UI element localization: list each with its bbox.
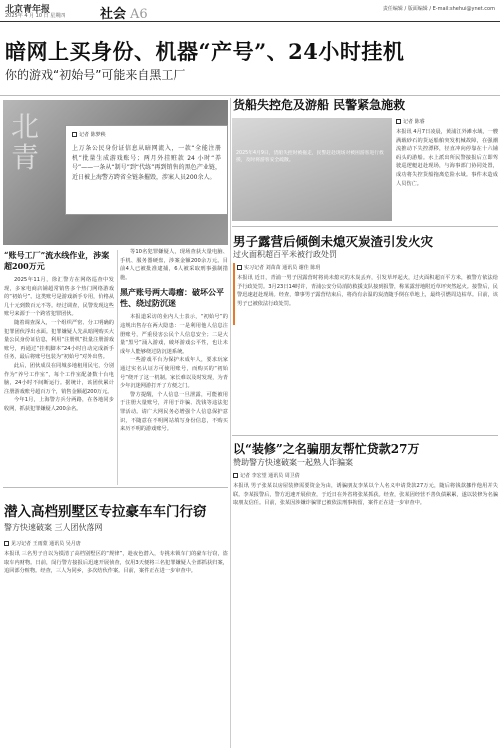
story4-subtitle: 赞助警方快速破案一起熟人诈骗案 bbox=[233, 458, 353, 467]
section-label: 社会 bbox=[100, 7, 127, 22]
square-icon bbox=[396, 119, 401, 124]
story2-text: 本报讯 4月7日凌晨，黄浦江外滩水域，一艘满载砂石的货运船舶突发机械故障，在强潮流推动下失控漂移，径直冲向停靠在十六铺码头的游船。水上派出所民警接报后立即驾驶巡逻艇赶赴现场，与海事部门协同处置，成功将失控货船拖离危险水域。事件未造成人员伤亡。 bbox=[396, 129, 498, 187]
square-icon bbox=[237, 265, 242, 270]
story2-reporter bbox=[396, 118, 498, 125]
paragraph: 随着调查深入，一个组织严密、分工明确的犯罪团伙浮出水面。犯罪嫌疑人先从暗网购买大量公民身份证信息，利用“注册机”批量注册游戏账号，再通过“挂机脚本”24小时自动完成新手任务，最后将账号包装为“初始号”对外出售。 bbox=[4, 319, 114, 361]
square-icon bbox=[4, 541, 9, 546]
lead-column-1 bbox=[4, 250, 114, 414]
square-icon bbox=[72, 132, 77, 137]
paragraph: 警方提醒，个人信息一旦泄露，可能被用于注册大量账号，并用于诈骗、洗钱等违法犯罪活动。请广大网民务必增强个人信息保护意识，不随意在不明网站填写身份信息，不购买来历不明的游戏账号。 bbox=[120, 391, 228, 433]
story5-subtitle: 警方快速破案 三人团伙落网 bbox=[4, 523, 103, 532]
reporter-label: 记者 李宏望 通讯员 周卫倩 bbox=[240, 473, 300, 479]
reporter-label: 记者 陈睿 bbox=[403, 119, 425, 125]
paragraph: 本报道采访的业内人士表示，“初始号”的违规出售存在两大隐患：一是利用他人信息注册账号，严重侵害公民个人信息安全；二是大量“黑号”涌入游戏，破坏游戏公平性，也让未成年人能够绕过防沉迷系统。 bbox=[120, 314, 228, 355]
photo-caption: 2025年4月9日，货船失控时被拖走，民警赶赴现场对被困游客进行救援，及时将游客安全疏散。 bbox=[236, 151, 384, 163]
lead-intro: 上万条公民身份证信息从暗网流入，一款“全能注册机”批量生成游戏账号；两月外挂赃款 24 小时“养号”——一条从“制号”到“代练”再到销售的黑色产业链，近日被上海警方跨省全链条摧毁，涉案人员200余人。 bbox=[72, 145, 221, 181]
story3-reporter bbox=[237, 264, 498, 271]
story4-title: 以“装修”之名骗朋友帮忙贷款27万 bbox=[233, 442, 420, 456]
divider bbox=[232, 435, 498, 436]
column-divider bbox=[117, 250, 118, 485]
photo-stamp: 北青 bbox=[11, 110, 40, 174]
lead-column-2 bbox=[120, 248, 228, 434]
story4-text: 本报讯 男子张某以房屋装修需要资金为由，诱骗朋友李某以个人名义申请贷款27万元，随后将钱款挪作他用并失联。李某报警后，警方迅速开展侦查，于近日在外省将张某抓获。经查，张某因经营不善负债累累，遂以装修为名骗取朋友信任。目前，张某因涉嫌诈骗罪已被依法刑事拘留，案件正在进一步审查中。 bbox=[233, 483, 498, 507]
paragraph: 2025年11月，徐汇警方在网络巡查中发现，多家电商店铺超常销售多个热门网络游戏的“初始号”。这类账号是游戏新手专用，价格从几十元到数百元不等。经过调查，民警发现这些账号来源于一个跨省犯罪团伙。 bbox=[4, 277, 114, 318]
section-title bbox=[100, 3, 148, 22]
story5-body bbox=[4, 540, 228, 576]
story2-body bbox=[396, 118, 498, 188]
subtitle-2: 黑产账号两大毒瘤：破坏公平性、绕过防沉迷 bbox=[120, 287, 224, 309]
divider bbox=[3, 487, 228, 488]
square-icon bbox=[233, 473, 238, 478]
story4-body bbox=[233, 472, 498, 508]
story2-photo bbox=[232, 118, 392, 221]
story4-reporter bbox=[233, 472, 498, 479]
story3-title: 男子露营后倾倒未熄灭炭渣引发火灾 bbox=[233, 234, 434, 249]
paragraph: 等10名犯罪嫌疑人，现场查获大量电脑、手机、服务器硬盘，涉案金额200余万元。目前4人已被批准逮捕，6人被采取刑事强制措施。 bbox=[120, 249, 228, 281]
paragraph: 此后，团伙成员在同城多地租用民宅，分别作为“养号工作室”，每个工作室配备数十台电脑，24小时不间断运行。据统计，该团伙累计注册游戏账号超百万个，销售金额超200万元。 bbox=[4, 362, 114, 395]
editor-info: 责任编辑 / 版面编辑 / E-mail:shehui@ynet.com bbox=[382, 6, 495, 12]
reporter-label: 见习记者 王雨蒙 通讯员 吴月唐 bbox=[11, 541, 81, 547]
accent-bar bbox=[233, 263, 235, 325]
lead-reporter bbox=[72, 131, 221, 138]
story5-reporter bbox=[4, 540, 228, 547]
story2-title: 货船失控危及游船 民警紧急施救 bbox=[233, 98, 406, 112]
reporter-label: 实习记者 刘苗苗 通讯员 谢佳 陈玥 bbox=[244, 265, 321, 271]
divider bbox=[232, 226, 498, 227]
story3-subtitle: 过火面积超百平米被行政处罚 bbox=[233, 250, 337, 259]
story3-text: 本报讯 近日，青浦一男子因露营时将尚未熄灭的木炭丢弃，引发草坪起火，过火面积超百平方米，被警方依法给予行政处罚。3月23日14时许，青浦公安分局消防救援支队接到报警，称某露营地附近草坪突然起火。接警后，民警迅速赶赴现场。经查，肇事男子露营结束后，将尚有余温的炭渣随手倒在草地上，最终引燃周边枯草。目前，该男子已被依法行政处罚。 bbox=[237, 275, 498, 307]
story5-title: 潜入高档别墅区专拉豪车车门行窃 bbox=[4, 504, 207, 520]
page-divider bbox=[230, 98, 231, 748]
page-header bbox=[0, 0, 500, 22]
masthead: 北京青年报 bbox=[5, 5, 51, 15]
paragraph: 今年1月，上海警方兵分两路，在各地同步收网，抓获犯罪嫌疑人200余名。 bbox=[4, 397, 114, 412]
col1-text bbox=[4, 276, 114, 414]
page-number: A6 bbox=[130, 7, 148, 22]
story3-body bbox=[237, 264, 498, 308]
col2-text bbox=[120, 313, 228, 433]
reporter-label: 记者 陈梦秧 bbox=[79, 132, 106, 138]
lead-headline: 暗网上买身份、机器“产号”、24小时挂机 bbox=[5, 39, 405, 64]
lead-subhead: 你的游戏“初始号”可能来自黑工厂 bbox=[5, 68, 186, 82]
story5-text: 本报讯 三名男子自以为摸清了高档别墅区的“规律”，趁夜色潜入，专挑未锁车门的豪车行窃，盗取车内财物。日前，闵行警方接报后迅速开展侦查，仅用3天便将三名犯罪嫌疑人全部抓获归案，追回部分赃物。经查，三人为同乡，多次结伙作案。目前，案件正在进一步审查中。 bbox=[4, 551, 228, 575]
intro-box bbox=[65, 125, 228, 215]
col2a-text bbox=[120, 248, 228, 282]
issue-date: 2025年 4 月 10 日 星期四 bbox=[5, 13, 66, 19]
subtitle-1: “账号工厂”流水线作业，涉案超200万元 bbox=[4, 250, 110, 271]
paragraph: 一些游戏平台为保护未成年人，要求玩家通过实名认证方可使用账号，而购买的“初始号”绕开了这一机制。家长难以及时发现，为青少年沉迷网游打开了方便之门。 bbox=[120, 357, 228, 390]
